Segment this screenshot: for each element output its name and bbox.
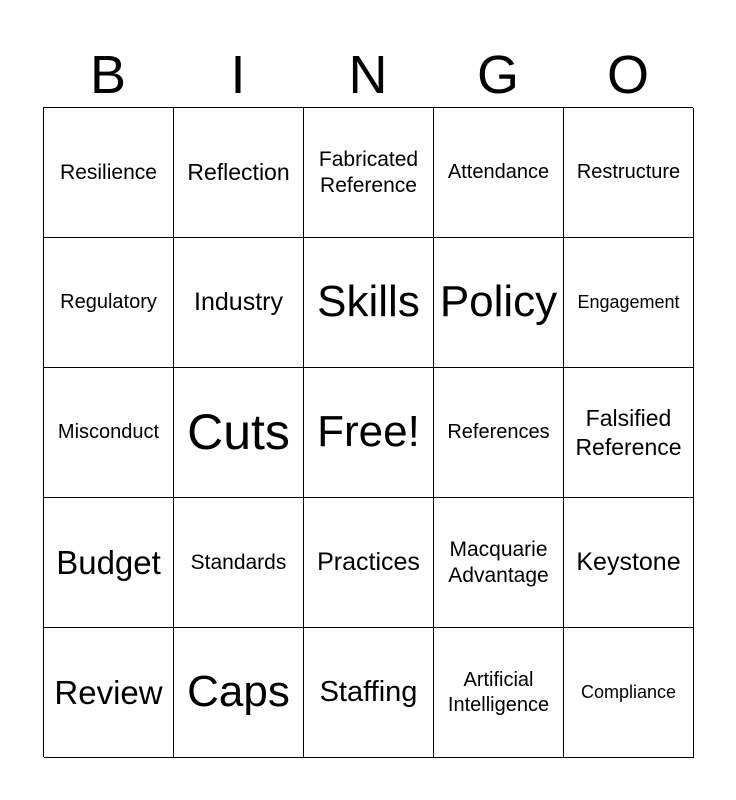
cell-label: Cuts (187, 404, 290, 460)
header-letter-g: G (476, 45, 519, 105)
header-letter-i: I (230, 45, 246, 105)
bingo-cell-o4[interactable] (564, 498, 694, 628)
bingo-cell-b2[interactable] (44, 238, 174, 368)
bingo-cell-n5[interactable] (304, 628, 434, 758)
bingo-cell-n2[interactable] (304, 238, 434, 368)
bingo-cell-g2[interactable] (434, 238, 564, 368)
bingo-cell-g3[interactable] (434, 368, 564, 498)
bingo-cell-n1[interactable] (304, 108, 434, 238)
cell-label: Compliance (580, 681, 677, 702)
bingo-cell-g1[interactable] (434, 108, 564, 238)
bingo-cell-g4[interactable] (434, 498, 564, 628)
cell-label: Budget (56, 543, 161, 581)
bingo-cell-i3[interactable] (174, 368, 304, 498)
bingo-cell-n4[interactable] (304, 498, 434, 628)
cell-label: Engagement (577, 291, 680, 312)
cell-label: Falsified Reference (575, 405, 682, 460)
cell-label: Restructure (576, 161, 681, 184)
bingo-cell-b1[interactable] (44, 108, 174, 238)
bingo-cell-g5[interactable] (434, 628, 564, 758)
bingo-cell-i4[interactable] (174, 498, 304, 628)
cell-label: Skills (317, 277, 420, 327)
cell-label: Resilience (60, 160, 157, 184)
bingo-header (43, 44, 693, 106)
bingo-cell-i1[interactable] (174, 108, 304, 238)
cell-label: Keystone (576, 548, 681, 577)
cell-label: Regulatory (60, 291, 157, 314)
cell-label: References (447, 421, 550, 444)
cell-label: Reflection (187, 159, 290, 186)
cell-label: Policy (439, 277, 558, 327)
cell-label: Caps (187, 667, 290, 717)
cell-label: Standards (190, 550, 287, 574)
header-letter-o: O (606, 45, 649, 105)
cell-label: Free! (317, 407, 420, 457)
cell-label: Attendance (447, 161, 550, 184)
bingo-cell-n3[interactable] (304, 368, 434, 498)
cell-label: Macquarie Advantage (448, 537, 549, 587)
cell-label: Practices (317, 548, 420, 577)
bingo-cell-i5[interactable] (174, 628, 304, 758)
cell-label: Staffing (319, 675, 418, 708)
cell-label: Review (54, 673, 163, 711)
bingo-board (43, 107, 693, 757)
cell-label: Industry (194, 288, 283, 317)
bingo-cell-o2[interactable] (564, 238, 694, 368)
bingo-cell-o1[interactable] (564, 108, 694, 238)
header-letter-n: N (348, 45, 388, 105)
bingo-cell-b3[interactable] (44, 368, 174, 498)
cell-label: Misconduct (57, 421, 160, 444)
bingo-cell-o5[interactable] (564, 628, 694, 758)
header-letter-b: B (89, 45, 127, 105)
bingo-cell-o3[interactable] (564, 368, 694, 498)
bingo-cell-b5[interactable] (44, 628, 174, 758)
bingo-cell-b4[interactable] (44, 498, 174, 628)
cell-label: Artificial Intelligence (447, 669, 550, 716)
cell-label: Fabricated Reference (318, 147, 419, 197)
bingo-cell-i2[interactable] (174, 238, 304, 368)
